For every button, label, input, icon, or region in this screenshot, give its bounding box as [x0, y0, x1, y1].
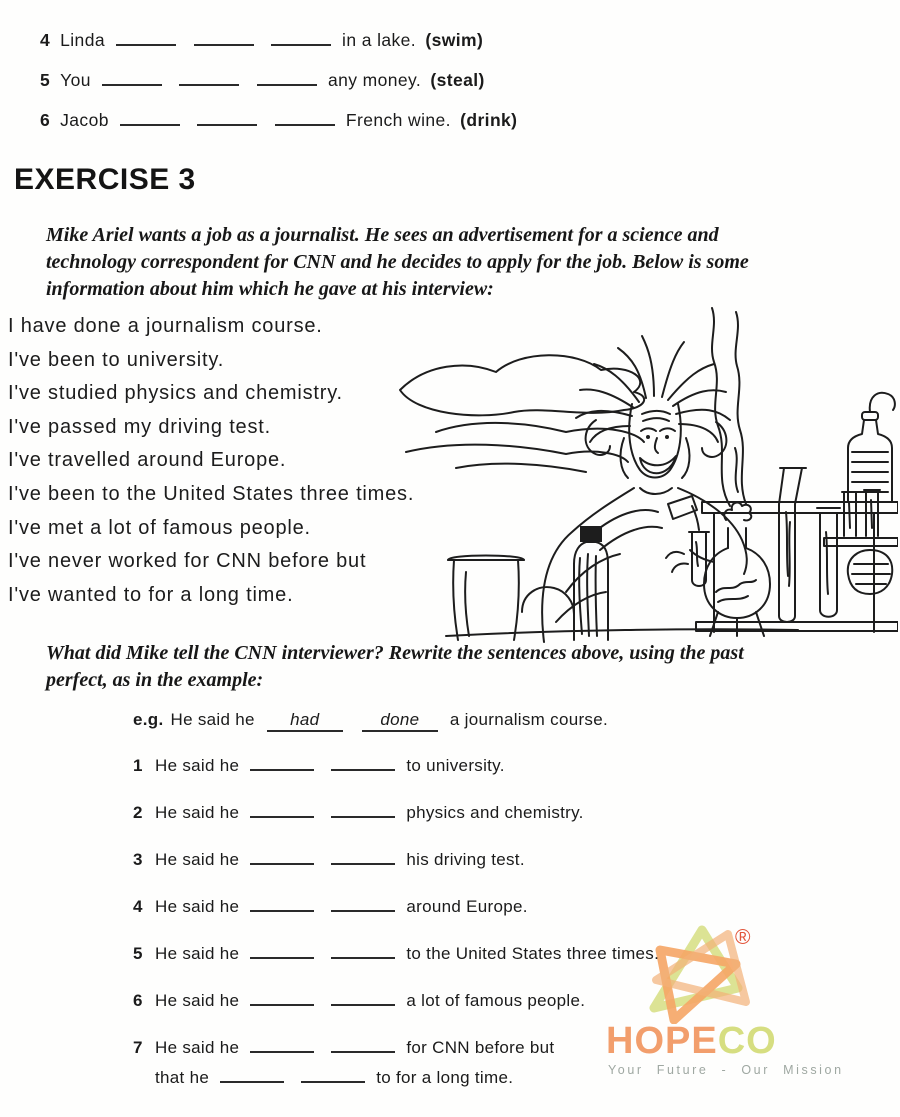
answer-blank [179, 71, 239, 86]
scientist-lab-illustration [396, 292, 898, 644]
answer-blank [120, 111, 180, 126]
item-subject: You [60, 70, 91, 90]
item-lead: He said he [155, 803, 240, 822]
answer-blank [301, 1069, 365, 1083]
hopeco-wordmark-co: CO [717, 1020, 777, 1062]
example-tail: a journalism course. [449, 710, 608, 729]
item-tail: a lot of famous people. [406, 991, 586, 1010]
answer-blank [102, 71, 162, 86]
answer-blank [331, 1039, 395, 1053]
item-tail: to the United States three times. [406, 944, 660, 963]
item-number: 4 [40, 30, 51, 50]
item-number: 7 [133, 1038, 143, 1057]
answer-blank [275, 111, 335, 126]
item-number: 4 [133, 897, 143, 916]
item-lead: He said he [155, 897, 240, 916]
example-label: e.g. [133, 710, 164, 729]
intro-line: information about him which he gave at his interview: [46, 278, 494, 300]
fill-in-item-6 [40, 110, 517, 150]
bottle-cap [580, 526, 602, 542]
item-tail: to university. [406, 756, 505, 775]
item-number: 5 [133, 944, 143, 963]
rewrite-item-6 [133, 991, 659, 1038]
statement-line: I've studied physics and chemistry. [8, 382, 343, 405]
item-subject: Linda [60, 30, 105, 50]
rewrite-item-7-line1 [133, 1038, 659, 1058]
answer-blank [250, 804, 314, 818]
rewrite-item-4 [133, 897, 659, 944]
intro-line: Mike Ariel wants a job as a journalist. He sees an advertisement for a science and [46, 224, 719, 246]
example-row [133, 710, 608, 732]
item-number: 6 [40, 110, 51, 130]
item-tail: French wine. [345, 110, 451, 130]
hopeco-tagline: Your Future - Our Mission [608, 1063, 844, 1077]
intro-line: technology correspondent for CNN and he decides to apply for the job. Below is some [46, 251, 749, 273]
fill-in-item-5 [40, 70, 517, 110]
item-tail: to for a long time. [376, 1068, 514, 1087]
item-tail: around Europe. [406, 897, 528, 916]
rewrite-item-7-line2 [155, 1068, 659, 1088]
statement-line: I've wanted to for a long time. [8, 583, 294, 606]
answer-blank [250, 945, 314, 959]
example-answer-2: done [362, 710, 438, 732]
item-tail: for CNN before but [406, 1038, 555, 1057]
item-number: 1 [133, 756, 143, 775]
item-tail: his driving test. [406, 850, 525, 869]
hopeco-wordmark-hope: HOPE [606, 1020, 718, 1062]
rewrite-items [133, 756, 659, 1088]
rewrite-item-2 [133, 803, 659, 850]
item-lead: He said he [155, 944, 240, 963]
answer-blank [331, 898, 395, 912]
item-tail: any money. [327, 70, 422, 90]
answer-blank [250, 851, 314, 865]
answer-blank [257, 71, 317, 86]
rewrite-item-3 [133, 850, 659, 897]
rewrite-item-5 [133, 944, 659, 991]
statement-line: I've met a lot of famous people. [8, 516, 311, 539]
item-tail: in a lake. [342, 30, 417, 50]
verb-hint: (swim) [425, 30, 484, 50]
item-tail: physics and chemistry. [406, 803, 584, 822]
statement-line: I've never worked for CNN before but [8, 550, 367, 573]
example-lead: He said he [170, 710, 255, 729]
verb-hint: (steal) [430, 70, 485, 90]
answer-blank [250, 757, 314, 771]
answer-blank [197, 111, 257, 126]
pot [848, 550, 892, 594]
rewrite-item-7 [133, 1038, 659, 1088]
item-lead: He said he [155, 1038, 240, 1057]
statement-line: I've been to the United States three times. [8, 482, 415, 505]
statement-line: I have done a journalism course. [8, 315, 323, 337]
item-number: 2 [133, 803, 143, 822]
statement-line: I've travelled around Europe. [8, 449, 287, 472]
statement-line: I've passed my driving test. [8, 415, 271, 438]
item-number: 5 [40, 70, 51, 90]
answer-blank [220, 1069, 284, 1083]
answer-blank [271, 31, 331, 46]
item-lead: He said he [155, 756, 240, 775]
answer-blank [331, 851, 395, 865]
exercise-intro [46, 222, 749, 303]
answer-blank [250, 992, 314, 1006]
answer-blank [331, 804, 395, 818]
item-lead: that he [155, 1068, 210, 1087]
example-answer-1: had [267, 710, 343, 732]
answer-blank [250, 1039, 314, 1053]
instruction-line: perfect, as in the example: [46, 669, 264, 691]
present-perfect-items [40, 30, 517, 150]
rewrite-instruction [46, 640, 744, 694]
statement-line: I've been to university. [8, 348, 225, 371]
interview-statements [8, 310, 414, 612]
fill-in-item-4 [40, 30, 517, 70]
item-lead: He said he [155, 850, 240, 869]
item-lead: He said he [155, 991, 240, 1010]
instruction-line: What did Mike tell the CNN interviewer? Rewrite the sentences above, using the past [46, 642, 744, 664]
answer-blank [116, 31, 176, 46]
rewrite-item-1 [133, 756, 659, 803]
smoke-cloud [400, 355, 644, 415]
item-subject: Jacob [60, 110, 109, 130]
item-number: 6 [133, 991, 143, 1010]
answer-blank [250, 898, 314, 912]
item-number: 3 [133, 850, 143, 869]
exercise-heading: EXERCISE 3 [14, 163, 196, 196]
registered-trademark-icon: ® [735, 926, 751, 949]
answer-blank [194, 31, 254, 46]
answer-blank [331, 945, 395, 959]
answer-blank [331, 992, 395, 1006]
verb-hint: (drink) [460, 110, 518, 130]
answer-blank [331, 757, 395, 771]
